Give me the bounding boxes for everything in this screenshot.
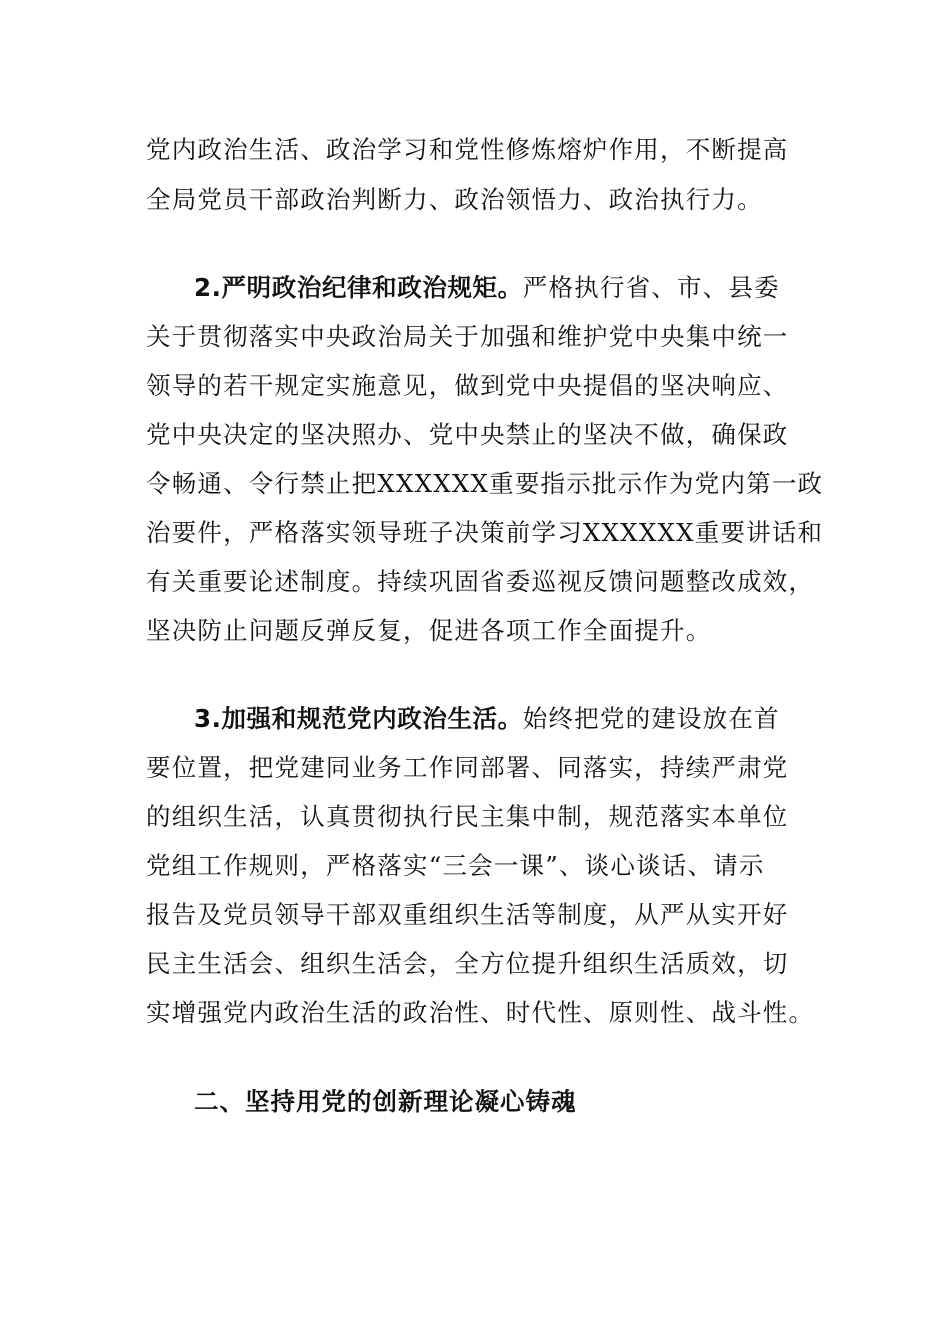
paragraph-2-lead-title: 2.严明政治纪律和政治规矩。 [194,273,523,302]
paragraph-1-line-1: 党内政治生活、政治学习和党性修炼熔炉作用，不断提高 [146,135,789,164]
paragraph-3-lead-title: 3.加强和规范党内政治生活。 [194,704,523,733]
paragraph-3-first-line-text: 始终把党的建设放在首 [522,704,780,733]
paragraph-2-line-4: 党中央决定的坚决照办、党中央禁止的坚决不做，确保政 [146,420,789,449]
paragraph-3-line-1 [194,697,780,741]
paragraph-2-line-5: 令畅通、令行禁止把XXXXXX重要指示批示作为党内第一政 [146,469,824,498]
paragraph-2-line-7: 有关重要论述制度。持续巩固省委巡视反馈问题整改成效， [146,567,815,596]
paragraph-3-line-5: 报告及党员领导干部双重组织生活等制度，从严从实开好 [146,900,789,929]
paragraph-1-line-2: 全局党员干部政治判断力、政治领悟力、政治执行力。 [146,185,763,214]
paragraph-3-line-7: 实增强党内政治生活的政治性、时代性、原则性、战斗性。 [146,998,815,1027]
paragraph-2-line-1 [194,266,780,310]
paragraph-3-line-2: 要位置，把党建同业务工作同部署、同落实，持续严肃党 [146,753,789,782]
paragraph-2-line-8: 坚决防止问题反弹反复，促进各项工作全面提升。 [146,616,712,645]
paragraph-2-line-2: 关于贯彻落实中央政治局关于加强和维护党中央集中统一 [146,322,789,351]
paragraph-3-line-6: 民主生活会、组织生活会，全方位提升组织生活质效，切 [146,949,789,978]
section-heading: 二、坚持用党的创新理论凝心铸魂 [194,1087,577,1116]
paragraph-3-line-3: 的组织生活，认真贯彻执行民主集中制，规范落实本单位 [146,802,789,831]
paragraph-3-line-4: 党组工作规则，严格落实“三会一课”、谈心谈话、请示 [146,851,765,880]
paragraph-2-first-line-text: 严格执行省、市、县委 [522,273,780,302]
paragraph-2-line-6: 治要件，严格落实领导班子决策前学习XXXXXX重要讲话和 [146,518,824,547]
paragraph-2-line-3: 领导的若干规定实施意见，做到党中央提倡的坚决响应、 [146,371,789,400]
